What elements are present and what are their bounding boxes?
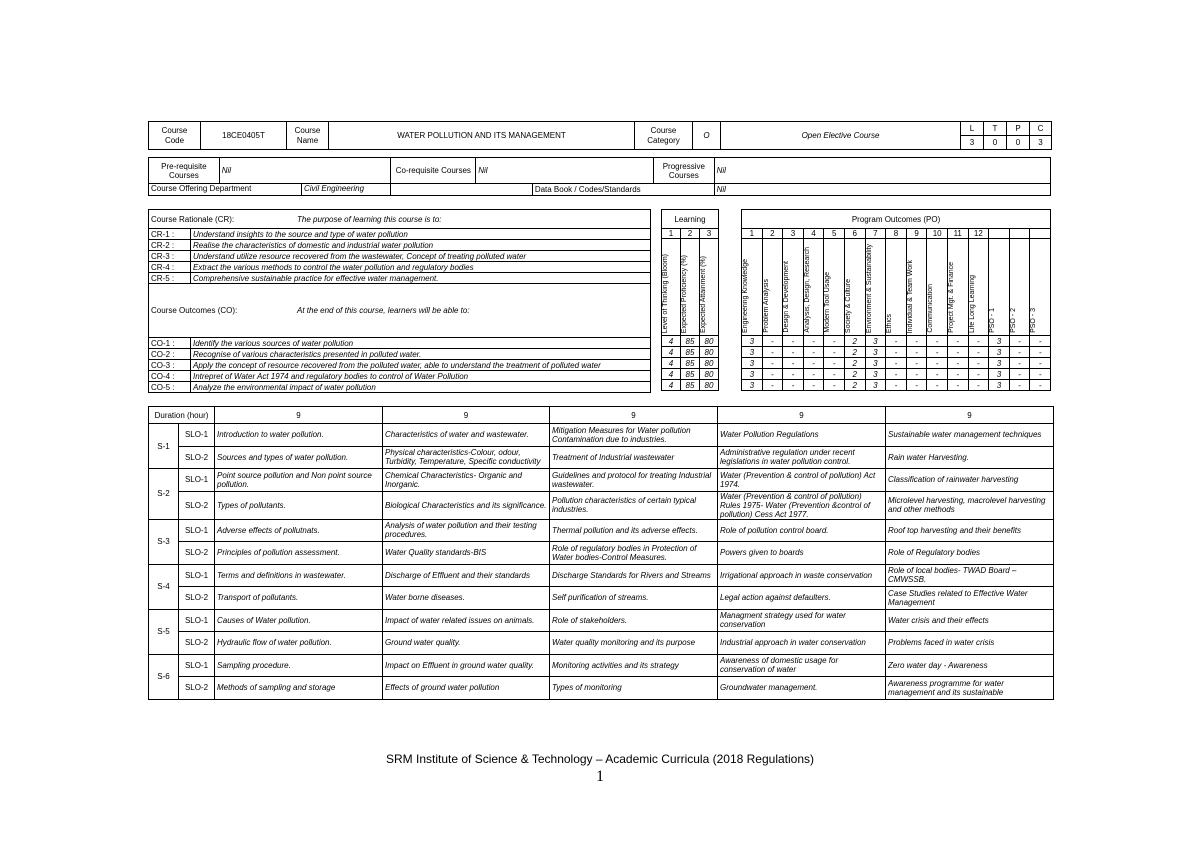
topic-cell: Sustainable water management techniques [886,424,1054,447]
ltpc-label-l: L [961,122,984,136]
po-value: - [968,380,989,391]
po-number: 6 [844,229,865,239]
topic-cell: Powers given to boards [718,542,886,565]
po-header: Individual & Team Work [906,259,914,333]
course-code: 18CE0405T [201,122,287,150]
learning-number: 1 [662,229,681,239]
po-value: 3 [865,358,886,369]
po-header: PSO - 1 [989,308,997,333]
topic-cell: Legal action against defaulters. [718,587,886,610]
learning-value: 85 [681,358,700,369]
coreq-value: Nil [476,158,654,184]
topic-cell: Principles of pollution assessment. [215,542,383,565]
topic-cell: Microlevel harvesting, macrolevel harvesting and other methods [886,491,1054,519]
cr-text: Extract the various methods to control the water pollution and regulatory bodies [191,262,651,273]
ltpc-value-l: 3 [961,136,984,150]
po-value: 2 [844,380,865,391]
po-title: Program Outcomes (PO) [742,210,1051,229]
po-value: 3 [865,336,886,347]
po-value: 3 [742,336,763,347]
topic-cell: Introduction to water pollution. [215,424,383,447]
topic-cell: Discharge of Effluent and their standards [383,564,550,587]
topic-cell: Monitoring activities and its strategy [550,654,718,677]
po-value: - [1030,380,1051,391]
topic-cell: Thermal pollution and its adverse effects. [550,519,718,542]
po-value: - [824,336,845,347]
learning-value: 4 [662,358,681,369]
co-text: Analyze the environmental impact of water pollution [191,382,651,393]
cr-code: CR-2 : [149,240,191,251]
topic-cell: Analysis of water pollution and their testing procedures. [383,519,550,542]
topic-cell: Zero water day - Awareness [886,654,1054,677]
po-header: PSO - 2 [1009,308,1017,333]
po-value: - [1030,358,1051,369]
po-value: - [927,358,948,369]
topic-cell: Water quality monitoring and its purpose [550,632,718,655]
po-header: Life Long Learning [968,275,976,333]
cr-code: CR-3 : [149,251,191,262]
footer-text: SRM Institute of Science & Technology – Academic Curricula (2018 Regulations) [386,752,814,766]
po-header: Society & Culture [844,278,852,333]
topic-cell: Water crisis and their effects [886,609,1054,632]
topic-cell: Water Quality standards-BIS [383,542,550,565]
topic-cell: Treatment of Industrial wastewater [550,446,718,469]
po-value: - [762,358,783,369]
ltpc-label-c: C [1030,122,1052,136]
po-value: - [947,358,968,369]
co-code: CO-3 : [149,360,191,371]
slo-label: SLO-1 [179,519,215,542]
po-header: Problem Analysis [762,279,770,333]
co-code: CO-4 : [149,371,191,382]
po-value: - [906,358,927,369]
po-value: - [906,369,927,380]
progressive-label: Progressive Courses [654,158,715,184]
topic-cell: Rain water Harvesting. [886,446,1054,469]
topic-cell: Adverse effects of pollutnats. [215,519,383,542]
learning-value: 85 [681,347,700,358]
po-value: 2 [844,358,865,369]
po-value: - [927,347,948,358]
po-value: - [1009,380,1030,391]
slo-label: SLO-2 [179,446,215,469]
topic-cell: Role of regulatory bodies in Protection of Water bodies-Control Measures. [550,542,718,565]
po-value: - [762,347,783,358]
co-text: Recognise of various characteristics presented in polluted water. [191,349,651,360]
outcomes-label: Course Outcomes (CO): [151,306,238,315]
po-header: Communication [927,284,935,333]
topic-cell: Groundwater management. [718,677,886,700]
po-value: - [824,358,845,369]
cr-code: CR-5 : [149,273,191,284]
po-value: 3 [989,380,1010,391]
rationale-outcomes-table [148,209,651,393]
learning-header: Expected Proficiency (%) [681,254,688,333]
topic-cell: Types of monitoring [550,677,718,700]
offering-value: Civil Engineering [304,184,365,193]
co-code: CO-2 : [149,349,191,360]
course-category: O [693,122,721,150]
prereq-value: Nil [219,158,391,184]
learning-value: 4 [662,347,681,358]
po-value: - [783,358,804,369]
topic-cell: Administrative regulation under recent legislations in water pollution control. [718,446,886,469]
topic-cell: Hydraulic flow of water pollution. [215,632,383,655]
topic-cell: Role of local bodies- TWAD Board – CMWSSB. [886,564,1054,587]
po-header: Ethics [886,313,894,333]
po-value: - [1030,347,1051,358]
po-value: 3 [865,369,886,380]
session-label: S-1 [149,424,179,469]
po-number: 3 [783,229,804,239]
po-value: - [1009,369,1030,380]
po-header: PSO - 3 [1030,308,1038,333]
po-number: 8 [886,229,907,239]
ltpc-label-t: T [984,122,1007,136]
topic-cell: Discharge Standards for Rivers and Streams [550,564,718,587]
po-value: 3 [865,347,886,358]
learning-header: Expected Attainment (%) [700,255,707,333]
po-value: - [1009,358,1030,369]
po-header: Design & Development [783,261,791,333]
slo-label: SLO-2 [179,587,215,610]
learning-value: 4 [662,336,681,347]
cr-text: Understand utilize resource recovered from the wastewater, Concept of treating polluted water [191,251,651,262]
duration-value: 9 [718,407,886,424]
learning-header: Level of Thinking (Bloom) [662,253,669,333]
ltpc-value-p: 0 [1007,136,1030,150]
cr-code: CR-4 : [149,262,191,273]
topic-cell: Water Pollution Regulations [718,424,886,447]
topic-cell: Case Studies related to Effective Water Management [886,587,1054,610]
po-number: 4 [803,229,824,239]
po-value: - [906,380,927,391]
topic-cell: Chemical Characteristics- Organic and Inorganic. [383,469,550,492]
po-number: 5 [824,229,845,239]
topic-cell: Guidelines and protocol for treating Industrial wastewater. [550,469,718,492]
po-value: 3 [989,358,1010,369]
po-number [1009,229,1030,239]
po-value: - [783,369,804,380]
duration-label: Duration (hour) [149,407,215,424]
topic-cell: Water borne diseases. [383,587,550,610]
po-value: - [968,347,989,358]
topic-cell: Characteristics of water and wastewater. [383,424,550,447]
po-number: 7 [865,229,886,239]
topic-cell: Managment strategy used for water conservation [718,609,886,632]
session-label: S-5 [149,609,179,654]
po-number [1030,229,1051,239]
po-value: - [762,369,783,380]
learning-value: 4 [662,369,681,380]
po-value: 2 [844,369,865,380]
session-label: S-4 [149,564,179,609]
topic-cell: Transport of pollutants. [215,587,383,610]
co-text: Intrepret of Water Act 1974 and regulatory bodies to control of Water Pollution [191,371,651,382]
learning-title: Learning [662,210,719,229]
po-value: - [927,369,948,380]
po-value: - [803,369,824,380]
topic-cell: Causes of Water pollution. [215,609,383,632]
po-value: - [783,336,804,347]
po-value: - [886,369,907,380]
learning-value: 80 [700,336,719,347]
po-value: 3 [742,347,763,358]
topic-cell: Impact of water related issues on animals. [383,609,550,632]
session-label: S-3 [149,519,179,564]
po-header: Project Mgt. & Finance [947,262,955,333]
po-number: 11 [947,229,968,239]
po-value: - [968,369,989,380]
slo-label: SLO-2 [179,632,215,655]
slo-label: SLO-1 [179,424,215,447]
po-value: 3 [989,336,1010,347]
learning-value: 80 [700,369,719,380]
po-value: 3 [865,380,886,391]
topic-cell: Effects of ground water pollution [383,677,550,700]
learning-value: 4 [662,380,681,391]
slo-label: SLO-2 [179,491,215,519]
topic-cell: Awareness programme for water management and its sustainable [886,677,1054,700]
ltpc-value-t: 0 [984,136,1007,150]
databook-value: Nil [714,184,1050,196]
topic-cell: Impact on Effluent in ground water quality. [383,654,550,677]
topic-cell: Methods of sampling and storage [215,677,383,700]
topic-cell: Awareness of domestic usage for conservation of water [718,654,886,677]
po-number: 9 [906,229,927,239]
co-code: CO-1 : [149,338,191,349]
session-label: S-6 [149,654,179,699]
prerequisite-table [148,157,1051,196]
po-value: - [906,336,927,347]
learning-value: 80 [700,380,719,391]
cr-code: CR-1 : [149,229,191,240]
co-text: Apply the concept of resource recovered from the polluted water, able to understand the treatment of polluted water [191,360,651,371]
learning-value: 85 [681,369,700,380]
po-value: - [927,336,948,347]
rationale-intro: The purpose of learning this course is to: [297,214,442,224]
topic-cell: Pollution characteristics of certain typical industries. [550,491,718,519]
po-value: - [886,358,907,369]
cr-text: Comprehensive sustainable practice for effective water management. [191,273,651,284]
po-number: 2 [762,229,783,239]
po-value: 2 [844,336,865,347]
po-value: - [886,336,907,347]
course-header-table [148,121,1052,150]
po-value: - [803,380,824,391]
learning-number: 3 [700,229,719,239]
ltpc-label-p: P [1007,122,1030,136]
po-value: - [824,347,845,358]
po-value: - [803,358,824,369]
cr-text: Realise the characteristics of domestic and industrial water pollution [191,240,651,251]
slo-label: SLO-1 [179,654,215,677]
page-number: 1 [596,768,604,785]
po-value: - [762,336,783,347]
po-value: - [824,369,845,380]
topic-cell: Types of pollutants. [215,491,383,519]
po-value: - [947,380,968,391]
topic-cell: Role of pollution control board. [718,519,886,542]
course-code-label: Course Code [149,122,201,150]
slo-label: SLO-2 [179,542,215,565]
po-value: - [824,380,845,391]
po-value: - [968,358,989,369]
duration-value: 9 [383,407,550,424]
po-number: 1 [742,229,763,239]
duration-value: 9 [886,407,1054,424]
po-value: - [783,380,804,391]
po-number: 10 [927,229,948,239]
outcomes-intro: At the end of this course, learners will be able to: [297,306,470,315]
topic-cell: Biological Characteristics and its significance. [383,491,550,519]
course-name-label: Course Name [287,122,329,150]
topic-cell: Classification of rainwater harvesting [886,469,1054,492]
rationale-label: Course Rationale (CR): [151,214,235,224]
learning-value: 80 [700,347,719,358]
po-header: Engineering Knowledge [742,259,749,333]
duration-value: 9 [550,407,718,424]
topic-cell: Irrigational approach in waste conservation [718,564,886,587]
po-value: 3 [989,369,1010,380]
po-value: - [886,380,907,391]
learning-value: 85 [681,380,700,391]
learning-table [661,209,719,391]
topic-cell: Physical characteristics-Colour, odour, Turbidity, Temperature, Specific conductivity [383,446,550,469]
co-code: CO-5 : [149,382,191,393]
slo-label: SLO-1 [179,469,215,492]
topic-cell: Industrial approach in water conservation [718,632,886,655]
po-value: 3 [742,358,763,369]
po-value: 3 [742,369,763,380]
po-value: - [886,347,907,358]
po-value: - [1009,336,1030,347]
po-value: - [803,347,824,358]
po-value: - [762,380,783,391]
po-number [989,229,1010,239]
po-value: 3 [742,380,763,391]
slo-label: SLO-1 [179,609,215,632]
coreq-label: Co-requisite Courses [391,158,476,184]
topic-cell: Sources and types of water pollution. [215,446,383,469]
po-value: 2 [844,347,865,358]
po-value: - [1030,369,1051,380]
po-number: 12 [968,229,989,239]
po-value: - [1030,336,1051,347]
po-header: Analysis, Design, Research [803,247,811,333]
session-label: S-2 [149,469,179,520]
topic-cell: Terms and definitions in wastewater. [215,564,383,587]
prereq-label: Pre-requisite Courses [149,158,220,184]
session-schedule-table [148,406,1054,700]
slo-label: SLO-2 [179,677,215,700]
topic-cell: Problems faced in water crisis [886,632,1054,655]
topic-cell: Ground water quality. [383,632,550,655]
topic-cell: Point source pollution and Non point source pollution. [215,469,383,492]
learning-value: 85 [681,336,700,347]
topic-cell: Role of Regulatory bodies [886,542,1054,565]
topic-cell: Roof top harvesting and their benefits [886,519,1054,542]
ltpc-value-c: 3 [1030,136,1052,150]
topic-cell: Mitigation Measures for Water pollution Contamination due to industries. [550,424,718,447]
course-category-label: Course Category [635,122,693,150]
po-header: Modern Tool Usage [824,272,832,333]
po-value: 3 [989,347,1010,358]
topic-cell: Role of stakeholders. [550,609,718,632]
progressive-value: Nil [714,158,1050,184]
topic-cell: Sampling procedure. [215,654,383,677]
po-value: - [947,347,968,358]
cr-text: Understand insights to the source and type of water pollution [191,229,651,240]
course-type: Open Elective Course [721,122,961,150]
course-name: WATER POLLUTION AND ITS MANAGEMENT [329,122,635,150]
slo-label: SLO-1 [179,564,215,587]
po-header: Environment & Sustainability [865,243,873,333]
topic-cell: Self purification of streams. [550,587,718,610]
topic-cell: Water (Prevention & control of pollution) Act 1974. [718,469,886,492]
po-value: - [906,347,927,358]
databook-label: Data Book / Codes/Standards [532,184,714,196]
po-value: - [803,336,824,347]
co-text: Identify the various sources of water pollution [191,338,651,349]
learning-number: 2 [681,229,700,239]
po-value: - [947,369,968,380]
duration-value: 9 [215,407,383,424]
program-outcomes-table [741,209,1051,391]
topic-cell: Water (Prevention & control of pollution) Rules 1975- Water (Prevention &control of pollution) Cess Act 1977. [718,491,886,519]
learning-value: 80 [700,358,719,369]
po-value: - [783,347,804,358]
po-value: - [1009,347,1030,358]
po-value: - [927,380,948,391]
po-value: - [968,336,989,347]
po-value: - [947,336,968,347]
offering-label: Course Offering Department [149,184,302,195]
